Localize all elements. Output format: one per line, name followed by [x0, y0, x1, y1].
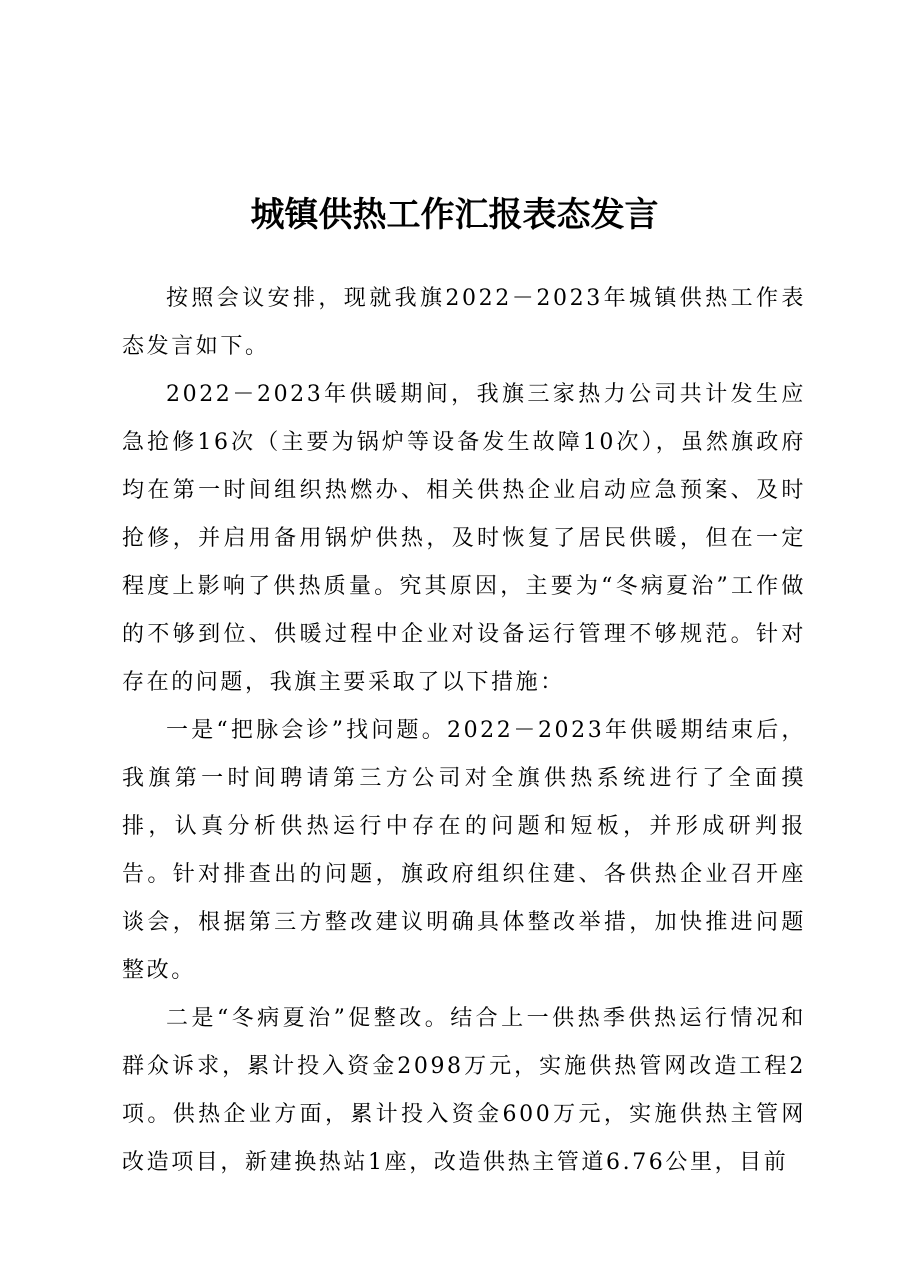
paragraph-measure-one: 一是“把脉会诊”找问题。2022－2023年供暖期结束后，我旗第一时间聘请第三方公司对全旗供热系统进行了全面摸排，认真分析供热运行中存在的问题和短板，并形成研判报告。针对排查出的问题，旗政府组织住建、各供热企业召开座谈会，根据第三方整改建议明确具体整改举措，加快推进问题整改。	[122, 718, 806, 983]
document-title: 城镇供热工作汇报表态发言	[250, 195, 659, 235]
paragraph-measure-two: 二是“冬病夏治”促整改。结合上一供热季供热运行情况和群众诉求，累计投入资金2098万元，实施供热管网改造工程2项。供热企业方面，累计投入资金600万元，实施供热主管网改造项目，新建换热站1座，改造供热主管道6.76公里，目前	[122, 1006, 806, 1175]
document-body	[122, 275, 806, 1187]
paragraph-intro: 按照会议安排，现就我旗2022－2023年城镇供热工作表态发言如下。	[122, 286, 806, 359]
paragraph-overview: 2022－2023年供暖期间，我旗三家热力公司共计发生应急抢修16次（主要为锅炉等设备发生故障10次），虽然旗政府均在第一时间组织热燃办、相关供热企业启动应急预案、及时抢修，并启用备用锅炉供热，及时恢复了居民供暖，但在一定程度上影响了供热质量。究其原因，主要为“冬病夏治”工作做的不够到位、供暖过程中企业对设备运行管理不够规范。针对存在的问题，我旗主要采取了以下措施：	[122, 382, 806, 695]
